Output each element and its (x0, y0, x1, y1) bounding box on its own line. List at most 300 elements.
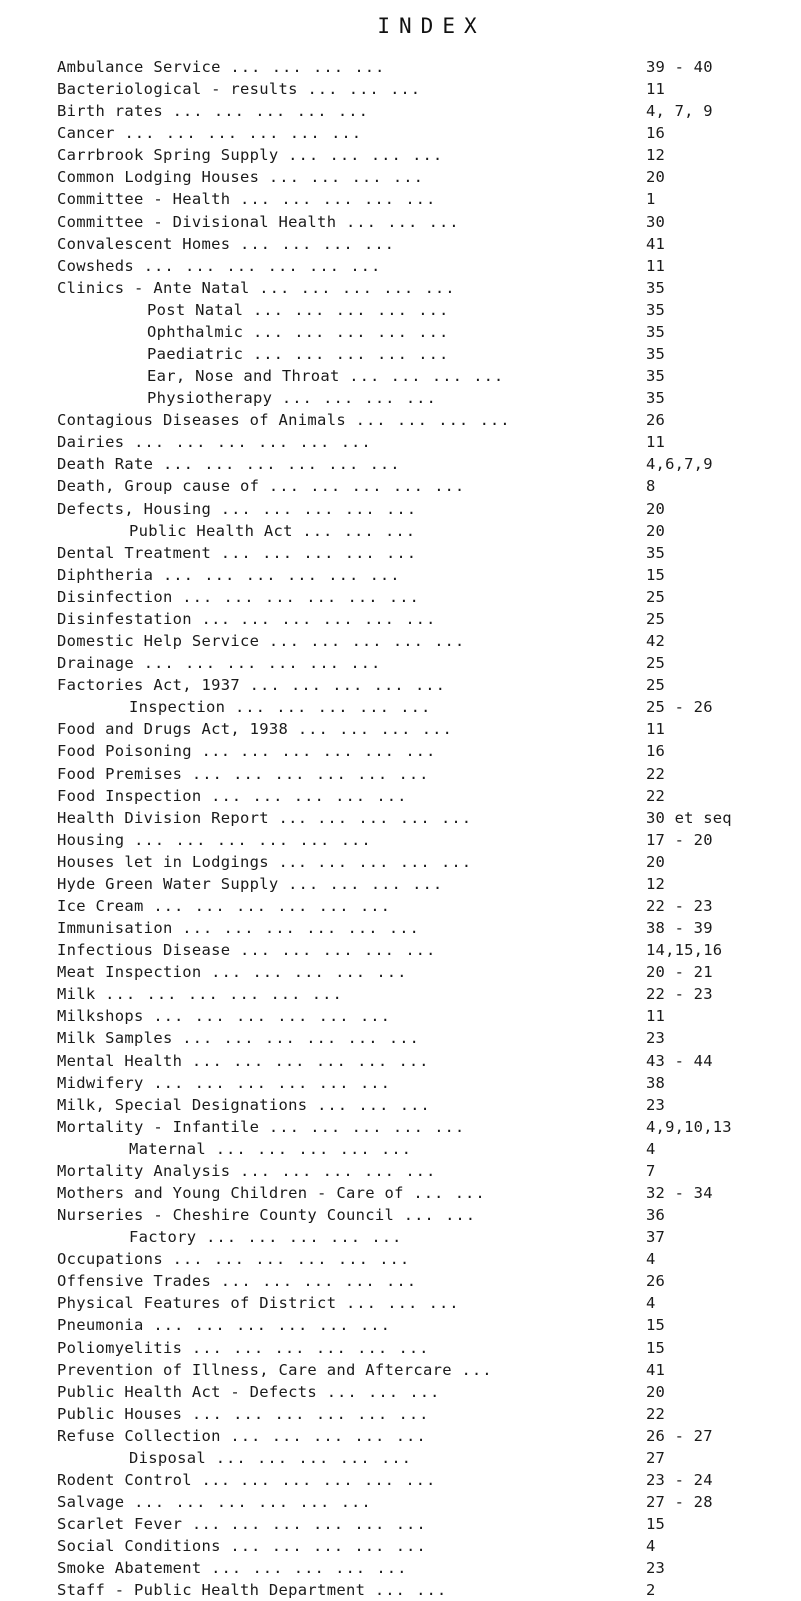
index-entry-text: Staff - Public Health Department (57, 1581, 366, 1600)
dot-leader: ... ... ... ... ... (234, 698, 432, 717)
dot-leader: ... ... ... ... ... (240, 1161, 437, 1180)
index-entry-text: Infectious Disease (57, 941, 231, 960)
index-entry-text: Paediatric (147, 345, 244, 364)
index-entry (0, 1116, 801, 1138)
index-entry-pages: 7 (646, 1161, 656, 1180)
index-entry (0, 1226, 801, 1248)
index-entry-label (57, 1337, 622, 1359)
index-entry-text: Pneumonia (57, 1316, 144, 1335)
dot-leader: ... ... ... ... ... ... (105, 985, 343, 1004)
index-entry-label (57, 144, 622, 166)
dot-leader: ... ... ... ... ... ... (182, 919, 420, 938)
index-entry-text: Maternal (129, 1139, 207, 1158)
index-entry-pages: 23 - 24 (646, 1471, 713, 1489)
index-entry-text: Cancer (57, 124, 115, 143)
index-entry (0, 233, 801, 255)
dot-leader: ... ... ... ... ... ... (153, 896, 391, 915)
index-entry-pages: 26 - 27 (646, 1426, 713, 1445)
index-entry-pages: 11 (646, 1007, 666, 1026)
index-entry-text: Meat Inspection (57, 963, 202, 982)
index-entry-pages: 16 (646, 742, 666, 761)
index-entry-label (57, 78, 622, 100)
index-entry (0, 807, 801, 829)
index-entry (0, 1535, 801, 1557)
dot-leader: ... (461, 1360, 493, 1379)
index-entry (0, 542, 801, 564)
index-entry-pages: 37 (646, 1228, 666, 1247)
index-entry-text: Food Premises (57, 764, 183, 783)
index-entry-label (57, 1270, 622, 1292)
dot-leader: ... ... ... ... ... (220, 543, 418, 562)
index-entry-label (57, 255, 622, 277)
index-entry-pages: 4 (646, 1139, 656, 1158)
index-entry-pages: 26 (646, 411, 666, 430)
index-entry (0, 1469, 801, 1491)
index-entry-label (129, 520, 624, 542)
index-entry-text: Housing (57, 830, 125, 849)
index-entry (0, 387, 801, 409)
index-entry-text: Refuse Collection (57, 1426, 221, 1445)
index-entry-label (57, 1248, 622, 1270)
index-entry-text: Milk (57, 985, 96, 1004)
index-entry-label (57, 873, 622, 895)
index-entry (0, 961, 801, 983)
index-entry (0, 674, 801, 696)
index-entry-label (57, 1182, 622, 1204)
index-entry (0, 498, 801, 520)
index-entry (0, 1403, 801, 1425)
index-entry (0, 321, 801, 343)
index-entry-text: Factory (129, 1228, 197, 1247)
dot-leader: ... ... ... ... ... ... (124, 124, 363, 143)
index-entry-pages: 20 (646, 852, 666, 871)
index-entry-label (57, 674, 622, 696)
dot-leader: ... ... ... ... ... (211, 1559, 408, 1578)
index-entry-pages: 4, 7, 9 (646, 102, 713, 121)
index-entry (0, 78, 801, 100)
index-entry-pages: 22 - 23 (646, 896, 713, 915)
index-entry-text: Disinfestation ... (57, 609, 231, 628)
index-entry (0, 1160, 801, 1182)
index-entry (0, 1182, 801, 1204)
index-entry (0, 277, 801, 299)
index-entry-pages: 4,9,10,13 (646, 1117, 732, 1136)
index-entry-text: Ambulance Service (57, 58, 221, 76)
index-entry-label (147, 343, 627, 365)
index-entry-pages: 30 (646, 212, 666, 231)
index-entry-label (57, 542, 622, 564)
index-entry-pages: 35 (646, 389, 666, 408)
index-entry-text: Scarlet Fever ... (57, 1515, 221, 1534)
index-entry-pages: 25 (646, 609, 666, 628)
dot-leader: ... ... ... ... ... ... (153, 1073, 391, 1092)
index-entry-pages: 11 (646, 80, 666, 99)
index-entry (0, 1248, 801, 1270)
index-entry-pages: 23 (646, 1095, 666, 1114)
dot-leader: ... ... ... ... ... (211, 963, 408, 982)
dot-leader: ... ... ... ... ... (268, 477, 466, 496)
index-entry-label (57, 453, 622, 475)
dot-leader: ... ... ... ... ... (268, 632, 466, 651)
dot-leader: ... ... ... ... ... ... (153, 1007, 391, 1026)
index-entry-text: Ear, Nose and Throat (147, 367, 340, 386)
dot-leader: ... ... ... ... (349, 367, 505, 386)
index-entry (0, 608, 801, 630)
index-entry-label (57, 1116, 622, 1138)
index-entry (0, 983, 801, 1005)
index-entry-label (57, 188, 622, 210)
index-entry-text: Milk, Special Designations (57, 1095, 308, 1114)
index-entry-pages: 30 et seq (646, 808, 732, 827)
index-entry (0, 763, 801, 785)
index-entry-label (57, 939, 622, 961)
index-entry-text: Convalescent Homes (57, 234, 231, 253)
index-entry (0, 144, 801, 166)
index-entry-text: Food Inspection (57, 786, 202, 805)
dot-leader: ... ... ... (326, 1382, 441, 1401)
index-entry-text: Prevention of Illness, Care and Aftercare (57, 1360, 452, 1379)
index-entry-label (147, 387, 627, 409)
index-entry-label (57, 785, 622, 807)
index-entry-text: Mortality - Infantile (57, 1117, 260, 1136)
index-entry-label (129, 1226, 624, 1248)
index-entry (0, 122, 801, 144)
index-entry-text: Ophthalmic (147, 322, 244, 341)
index-entry-label (57, 718, 622, 740)
index-entry (0, 1292, 801, 1314)
index-entry-label (57, 961, 622, 983)
index-entry (0, 520, 801, 542)
index-entry-pages: 35 (646, 300, 666, 319)
dot-leader: ... ... ... (345, 1294, 460, 1313)
index-entry-text: Factories Act, 1937 (57, 676, 241, 695)
index-entry (0, 1072, 801, 1094)
index-entry-text: Committee - Divisional Health (57, 212, 337, 231)
index-entry-text: Occupations (57, 1250, 163, 1269)
index-entry-text: Disposal (129, 1448, 207, 1467)
dot-leader: ... ... ... ... (355, 411, 511, 430)
index-entry-text: Mothers and Young Children - Care of (57, 1183, 404, 1202)
index-entry-text: Physical Features of District (57, 1294, 337, 1313)
index-entry-pages: 12 (646, 146, 666, 165)
index-entry-pages: 25 (646, 587, 666, 606)
index-entry-pages: 35 (646, 322, 666, 341)
index-entry (0, 851, 801, 873)
index-entry-text: Ice Cream (57, 896, 144, 915)
index-entry-label (57, 1160, 622, 1182)
index-entry-pages: 15 (646, 565, 666, 584)
dot-leader: ... ... ... ... (230, 58, 386, 76)
dot-leader: ... ... ... ... ... (215, 1139, 413, 1158)
index-entry (0, 895, 801, 917)
index-entry-text: Food Poisoning ... (57, 742, 231, 761)
dot-leader: ... ... ... ... ... (215, 1448, 413, 1467)
index-entry-pages: 27 - 28 (646, 1493, 713, 1512)
index-entry-text: Milkshops (57, 1007, 144, 1026)
index-entry-pages: 4 (646, 1250, 656, 1269)
index-entry-label (57, 895, 622, 917)
index-entry-pages: 35 (646, 367, 666, 386)
index-entry-text: Social Conditions (57, 1537, 221, 1556)
index-entry (0, 917, 801, 939)
index-entry-label (57, 630, 622, 652)
dot-leader: ... ... ... ... ... (206, 1228, 403, 1247)
index-entry-label (57, 122, 622, 144)
dot-leader: ... ... ... ... (288, 874, 444, 893)
index-entry-label (57, 608, 622, 630)
dot-leader: ... ... ... ... ... (240, 1471, 437, 1489)
index-entry-pages: 25 - 26 (646, 698, 713, 717)
dot-leader: ... ... ... ... ... (252, 345, 450, 364)
index-entry-label (147, 365, 627, 387)
dot-leader: ... ... ... ... ... (172, 102, 369, 121)
index-entry-label (57, 1050, 622, 1072)
index-entry-pages: 11 (646, 256, 666, 275)
index-entry-text: Mortality Analysis (57, 1161, 231, 1180)
index-entry (0, 56, 801, 78)
dot-leader: ... ... ... ... (317, 808, 473, 827)
index-entry-text: Contagious Diseases of Animals (57, 411, 346, 430)
index-entry-label (57, 1314, 622, 1336)
index-entry-label (57, 1557, 622, 1579)
index-entry-pages: 38 (646, 1073, 666, 1092)
index-entry-pages: 15 (646, 1515, 666, 1534)
index-entry-pages: 20 (646, 499, 666, 518)
index-entry-pages: 12 (646, 874, 666, 893)
dot-leader: ... ... ... ... ... (230, 1426, 427, 1445)
index-entry (0, 1359, 801, 1381)
index-entry-text: Defects, Housing (57, 499, 212, 518)
index-entry (0, 1447, 801, 1469)
index-entry (0, 696, 801, 718)
dot-leader: ... ... ... ... ... (240, 742, 437, 761)
index-entry-text: Dental Treatment (57, 543, 212, 562)
index-entry-label (57, 211, 622, 233)
index-entry-label (57, 1292, 622, 1314)
index-entry (0, 409, 801, 431)
index-entry-label (57, 807, 622, 829)
index-entry-text: Salvage (57, 1493, 125, 1512)
index-entry (0, 255, 801, 277)
index-entry-pages: 41 (646, 1360, 666, 1379)
index-entry-label (57, 1403, 622, 1425)
index-entry (0, 652, 801, 674)
index-entry (0, 100, 801, 122)
index-entry-text: Public Health Act - Defects (57, 1382, 318, 1401)
dot-leader: ... ... ... ... ... ... (162, 565, 401, 584)
index-entry-label (129, 1138, 624, 1160)
index-entry-text: Houses let in Lodgings ... (57, 852, 308, 871)
dot-leader: ... ... ... ... (240, 234, 395, 253)
index-entry-text: Inspection (129, 698, 226, 717)
index-entry-text: Death Rate (57, 455, 154, 474)
index-entry-pages: 26 (646, 1272, 666, 1291)
index-entry-label (57, 740, 622, 762)
index-entry-text: Mental Health (57, 1051, 183, 1070)
index-entry-label (57, 409, 622, 431)
index-entry-pages: 42 (646, 632, 666, 651)
index-entry-text: Hyde Green Water Supply (57, 874, 279, 893)
index-entry-text: Rodent Control ... (57, 1471, 231, 1489)
index-entry-label (57, 1579, 622, 1601)
index-entry (0, 166, 801, 188)
index-entry-pages: 35 (646, 543, 666, 562)
index-entry (0, 718, 801, 740)
index-entry-text: Health Division Report ... (57, 808, 308, 827)
index-entry (0, 1027, 801, 1049)
dot-leader: ... ... ... ... ... (240, 609, 437, 628)
dot-leader: ... ... ... ... ... (240, 190, 437, 209)
index-entry (0, 873, 801, 895)
index-entry-pages: 4,6,7,9 (646, 455, 713, 474)
index-entry-label (57, 475, 622, 497)
index-entry-pages: 22 - 23 (646, 985, 713, 1004)
index-entry-text: Committee - Health (57, 190, 231, 209)
index-entry-text: Milk Samples (57, 1029, 173, 1048)
index-entry-label (57, 652, 622, 674)
index-entry (0, 564, 801, 586)
index-entry (0, 1557, 801, 1579)
index-entry-pages: 32 - 34 (646, 1183, 713, 1202)
index-entry-text: Nurseries - Cheshire County Council (57, 1206, 395, 1225)
index-entry-text: Cowsheds (57, 256, 135, 275)
index-entry-pages: 39 - 40 (646, 58, 713, 76)
index-entry-label (57, 100, 622, 122)
index-entry-pages: 38 - 39 (646, 919, 713, 938)
index-list (0, 56, 801, 1601)
index-entry (0, 829, 801, 851)
index-entry-label (147, 299, 627, 321)
index-entry-text: Post Natal (147, 300, 244, 319)
index-entry-text: Death, Group cause of (57, 477, 260, 496)
index-entry-text: Offensive Trades (57, 1272, 212, 1291)
dot-leader: ... ... ... ... ... ... (134, 433, 372, 452)
index-entry-pages: 15 (646, 1338, 666, 1357)
index-entry-label (57, 431, 622, 453)
index-entry-text: Drainage (57, 654, 135, 673)
dot-leader: ... ... ... ... ... ... (153, 1316, 391, 1335)
index-entry (0, 1337, 801, 1359)
index-entry (0, 740, 801, 762)
dot-leader: ... ... ... ... ... ... (191, 764, 430, 783)
index-entry (0, 1513, 801, 1535)
index-entry (0, 1094, 801, 1116)
index-entry-label (57, 1425, 622, 1447)
index-entry (0, 343, 801, 365)
dot-leader: ... ... ... ... ... ... (143, 256, 382, 275)
index-entry-label (57, 1027, 622, 1049)
index-entry-label (57, 763, 622, 785)
dot-leader: ... ... ... ... ... ... (134, 830, 372, 849)
index-entry (0, 1204, 801, 1226)
index-entry-pages: 20 - 21 (646, 963, 713, 982)
index-entry-text: Immunisation (57, 919, 173, 938)
dot-leader: ... ... ... ... ... ... (182, 1029, 420, 1048)
index-entry-pages: 22 (646, 1404, 666, 1423)
index-entry (0, 1138, 801, 1160)
index-entry-text: Dairies (57, 433, 125, 452)
index-entry-text: Smoke Abatement (57, 1559, 202, 1578)
index-entry (0, 785, 801, 807)
dot-leader: ... ... ... ... ... (220, 499, 418, 518)
index-entry-label (57, 1204, 622, 1226)
dot-leader: ... ... ... ... ... ... (191, 1338, 430, 1357)
index-entry-pages: 20 (646, 168, 666, 187)
index-entry-text: Public Houses (57, 1404, 183, 1423)
index-entry-text: Diphtheria (57, 565, 154, 584)
index-entry (0, 1491, 801, 1513)
dot-leader: ... ... ... ... ... ... (162, 455, 401, 474)
index-entry-pages: 36 (646, 1206, 666, 1225)
index-entry-label (57, 1359, 622, 1381)
index-entry-label (129, 1447, 624, 1469)
index-entry-text: Poliomyelitis (57, 1338, 183, 1357)
index-entry-text: Domestic Help Service (57, 632, 260, 651)
dot-leader: ... ... ... ... ... ... (143, 654, 382, 673)
dot-leader: ... ... ... ... (281, 389, 437, 408)
index-entry-label (57, 851, 622, 873)
index-entry-pages: 23 (646, 1559, 666, 1578)
index-entry-label (57, 829, 622, 851)
dot-leader: ... ... ... (307, 80, 422, 99)
index-entry-text: Bacteriological - results (57, 80, 298, 99)
index-entry-pages: 27 (646, 1448, 666, 1467)
index-entry (0, 1579, 801, 1601)
index-entry-pages: 22 (646, 764, 666, 783)
index-entry-pages: 25 (646, 654, 666, 673)
dot-leader: ... ... ... ... ... (268, 1117, 466, 1136)
index-entry-label (57, 1005, 622, 1027)
dot-leader: ... ... ... ... ... ... (191, 1051, 430, 1070)
dot-leader: ... ... ... ... ... (252, 300, 450, 319)
index-entry (0, 1270, 801, 1292)
index-entry-pages: 41 (646, 234, 666, 253)
index-entry-text: Midwifery (57, 1073, 144, 1092)
index-entry-label (57, 56, 622, 78)
dot-leader: ... ... ... ... (268, 168, 424, 187)
index-entry-pages: 17 - 20 (646, 830, 713, 849)
index-entry-pages: 11 (646, 720, 666, 739)
page-title: INDEX (377, 14, 486, 38)
index-entry-text: Disinfection (57, 587, 173, 606)
index-entry-label (129, 696, 624, 718)
index-entry-pages: 8 (646, 477, 656, 496)
index-entry (0, 586, 801, 608)
index-entry-pages: 43 - 44 (646, 1051, 713, 1070)
index-entry-label (57, 233, 622, 255)
dot-leader: ... ... ... ... ... (230, 1515, 427, 1534)
index-entry (0, 1314, 801, 1336)
index-entry-label (57, 983, 622, 1005)
index-entry-pages: 22 (646, 786, 666, 805)
dot-leader: ... ... ... ... ... ... (172, 1250, 411, 1269)
index-entry-label (57, 1072, 622, 1094)
index-entry-pages: 20 (646, 1382, 666, 1401)
index-entry-label (57, 1535, 622, 1557)
dot-leader: ... ... ... ... ... (220, 1272, 418, 1291)
index-entry (0, 365, 801, 387)
index-entry-pages: 16 (646, 124, 666, 143)
index-entry-pages: 15 (646, 1316, 666, 1335)
dot-leader: ... ... (374, 1581, 448, 1600)
dot-leader: ... ... ... (345, 212, 460, 231)
index-entry-label (57, 498, 622, 520)
index-entry-text: Food and Drugs Act, 1938 (57, 720, 289, 739)
dot-leader: ... ... ... ... (297, 720, 453, 739)
index-entry-label (57, 564, 622, 586)
dot-leader: ... ... ... ... ... (259, 278, 456, 297)
index-entry-pages: 11 (646, 433, 666, 452)
